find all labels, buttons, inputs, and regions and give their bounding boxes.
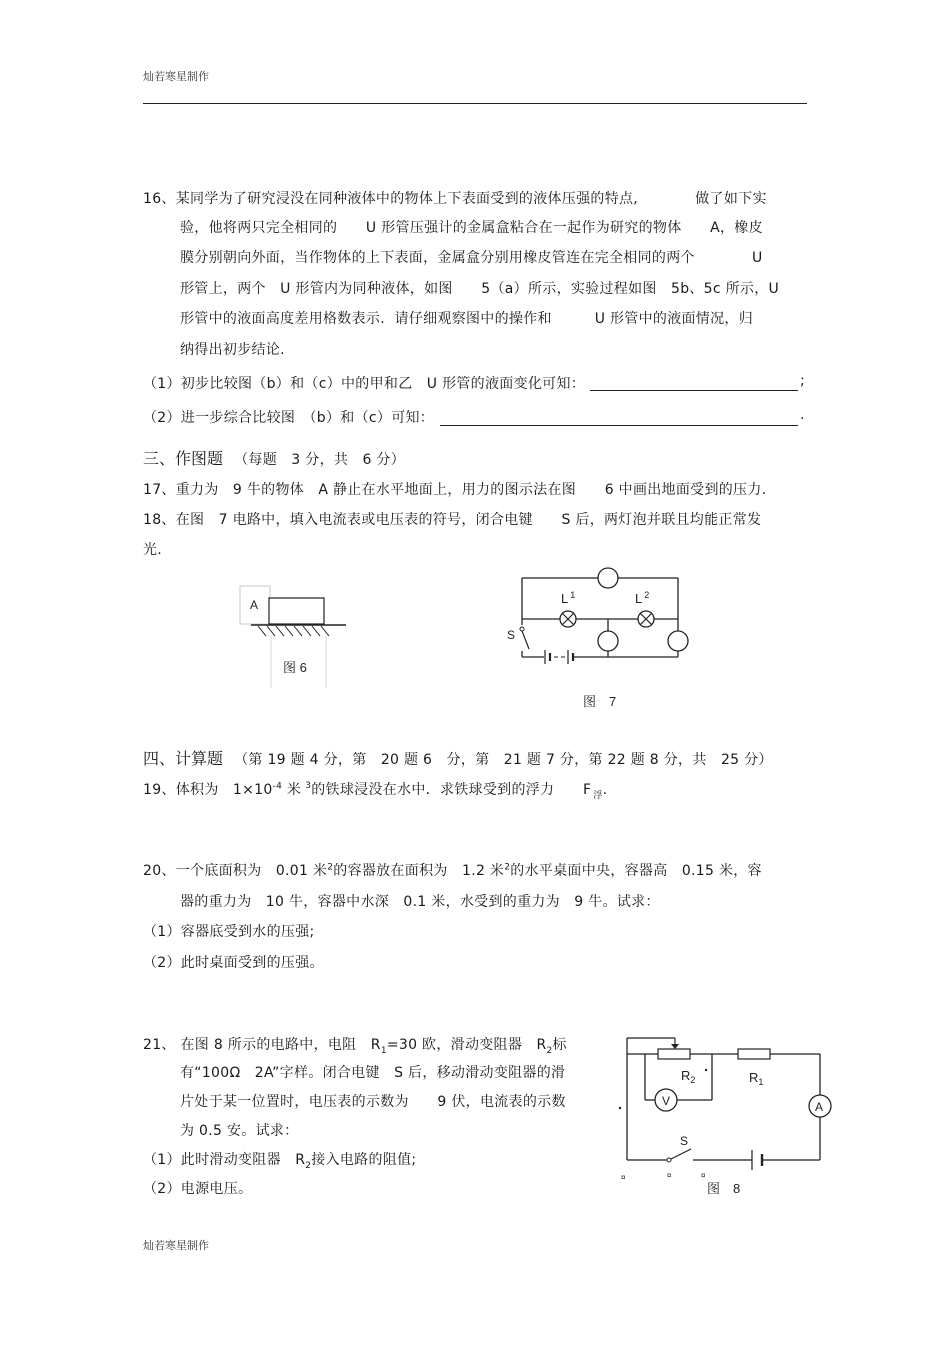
svg-text:¤: ¤ <box>667 1171 672 1180</box>
q16-line-5: 形管中的液面高度差用格数表示．请仔细观察图中的操作和 U 形管中的液面情况，归 <box>180 311 753 327</box>
q19-text: 19、体积为 $1\times 10^{-4}$ 米 $^3$的铁球浸没在水中．求铁球受到的浮力 F $_浮$. <box>143 781 608 801</box>
fig8-label-S: S <box>680 1134 689 1148</box>
q16-line-1: 16、某同学为了研究浸没在同种液体中的物体上下表面受到的液体压强的特点, 做了如下实 <box>143 191 767 207</box>
fig7-switch-pivot <box>520 627 524 631</box>
section-3-note: （每题 3 分，共 6 分） <box>234 452 406 468</box>
fig7-meter-top <box>598 568 618 588</box>
fig8-switch-blade <box>671 1149 691 1159</box>
q16-line-2: 验，他将两只完全相同的 U 形管压强计的金属盒粘合在一起作为研究的物体 A，橡皮 <box>180 220 763 236</box>
q18-line-2: 光. <box>143 542 163 558</box>
fig6-caption: 图 6 <box>283 660 307 675</box>
fig8-battery <box>752 1150 762 1170</box>
section-4-title: 四、计算题 <box>143 749 224 768</box>
page-header: 灿若寒星制作 <box>143 70 209 83</box>
fig7-label-L2: L $^2$ <box>635 590 650 606</box>
section-3-heading <box>143 446 405 469</box>
fig7-label-L1: L $^1$ <box>561 590 576 606</box>
fig7-meter-middle <box>598 631 618 651</box>
fig8-rheostat-R2 <box>658 1049 690 1059</box>
fig8-slider-arrow <box>671 1044 679 1049</box>
q21-line-3: 片处于某一位置时，电压表的示数为 9 伏，电流表的示数 <box>180 1094 566 1110</box>
fig8-label-R2: $R_2$ <box>681 1068 696 1085</box>
q18-line-1: 18、在图 7 电路中，填入电流表或电压表的符号，闭合电键 S 后，两灯泡并联且均能正常发 <box>143 512 762 528</box>
q16-line-6: 纳得出初步结论. <box>180 342 285 358</box>
fig6-ground-hatching <box>258 626 329 636</box>
section-4-note: （第 19 题 4 分，第 20 题 6 分，第 21 题 7 分，第 22 题 8 分，共 25 分） <box>234 752 773 768</box>
fig7-lamp-L1 <box>560 611 576 627</box>
q16-answer-blank-2[interactable] <box>440 425 798 426</box>
q20-sub1: （1）容器底受到水的压强; <box>143 924 315 940</box>
fig6-block-label: A <box>250 598 259 612</box>
fig8-label-R1: $R_1$ <box>749 1070 764 1087</box>
fig8-switch-pivot <box>667 1158 671 1162</box>
q20-line-2: 器的重力为 10 牛，容器中水深 0.1 米，水受到的重力为 9 牛。试求： <box>180 894 660 910</box>
q20-line-1: 20、一个底面积为 0.01 米$^2$的容器放在面积为 1.2 米$^2$的水平桌面中央，容器高 0.15 米，容 <box>143 862 762 879</box>
q17-text: 17、重力为 9 牛的物体 A 静止在水平地面上，用力的图示法在图 6 中画出地面受到的压力. <box>143 482 767 498</box>
figure-6 <box>236 584 354 690</box>
q16-answer-blank-1[interactable] <box>590 390 798 391</box>
q21-line-2: 有“100Ω 2A”字样。闭合电键 S 后，移动滑动变阻器的滑 <box>180 1065 566 1081</box>
section-4-heading <box>143 746 773 769</box>
q16-sub2: （2）进一步综合比较图 （b）和（c）可知： <box>143 410 435 426</box>
fig8-ammeter-label: A <box>815 1100 824 1114</box>
q16-sub1-end: ; <box>800 373 806 389</box>
header-rule <box>143 103 807 104</box>
fig8-caption: 图 8 <box>707 1181 741 1196</box>
q16-line-4: 形管上，两个 U 形管内为同种液体，如图 5（a）所示，实验过程如图 5b、5c 所示，U <box>180 281 780 297</box>
fig7-battery <box>545 650 573 664</box>
q21-sub2: （2）电源电压。 <box>143 1181 253 1197</box>
q16-sub2-end: . <box>800 407 805 423</box>
fig8-voltmeter-label: V <box>662 1094 671 1108</box>
q21-line-4: 为 0.5 安。试求： <box>180 1123 299 1139</box>
q21-line-1: 21、 在图 8 所示的电路中，电阻 $R_1=30$ 欧，滑动变阻器 $R_2$标 <box>143 1037 567 1056</box>
fig7-switch-blade <box>522 631 529 649</box>
figure-7 <box>500 565 700 715</box>
fig7-caption: 图 7 <box>583 694 617 709</box>
page-footer: 灿若寒星制作 <box>143 1239 209 1252</box>
svg-text:¤: ¤ <box>621 1173 626 1182</box>
fig7-meter-right <box>668 631 688 651</box>
fig7-lamp-L2 <box>638 611 654 627</box>
q21-sub1: （1）此时滑动变阻器 $R_2$接入电路的阻值; <box>143 1152 417 1171</box>
section-3-title: 三、作图题 <box>143 449 224 468</box>
fig6-block-A <box>269 598 324 624</box>
fig7-label-S: S <box>507 628 516 642</box>
svg-text:¤: ¤ <box>701 1171 706 1180</box>
q16-sub1: （1）初步比较图（b）和（c）中的甲和乙 U 形管的液面变化可知： <box>143 376 586 392</box>
q20-sub2: （2）此时桌面受到的压强。 <box>143 955 324 971</box>
figure-8 <box>615 1030 845 1202</box>
q16-line-3: 膜分别朝向外面，当作物体的上下表面，金属盒分别用橡皮管连在完全相同的两个 U <box>180 250 763 266</box>
fig8-resistor-R1 <box>738 1049 770 1059</box>
